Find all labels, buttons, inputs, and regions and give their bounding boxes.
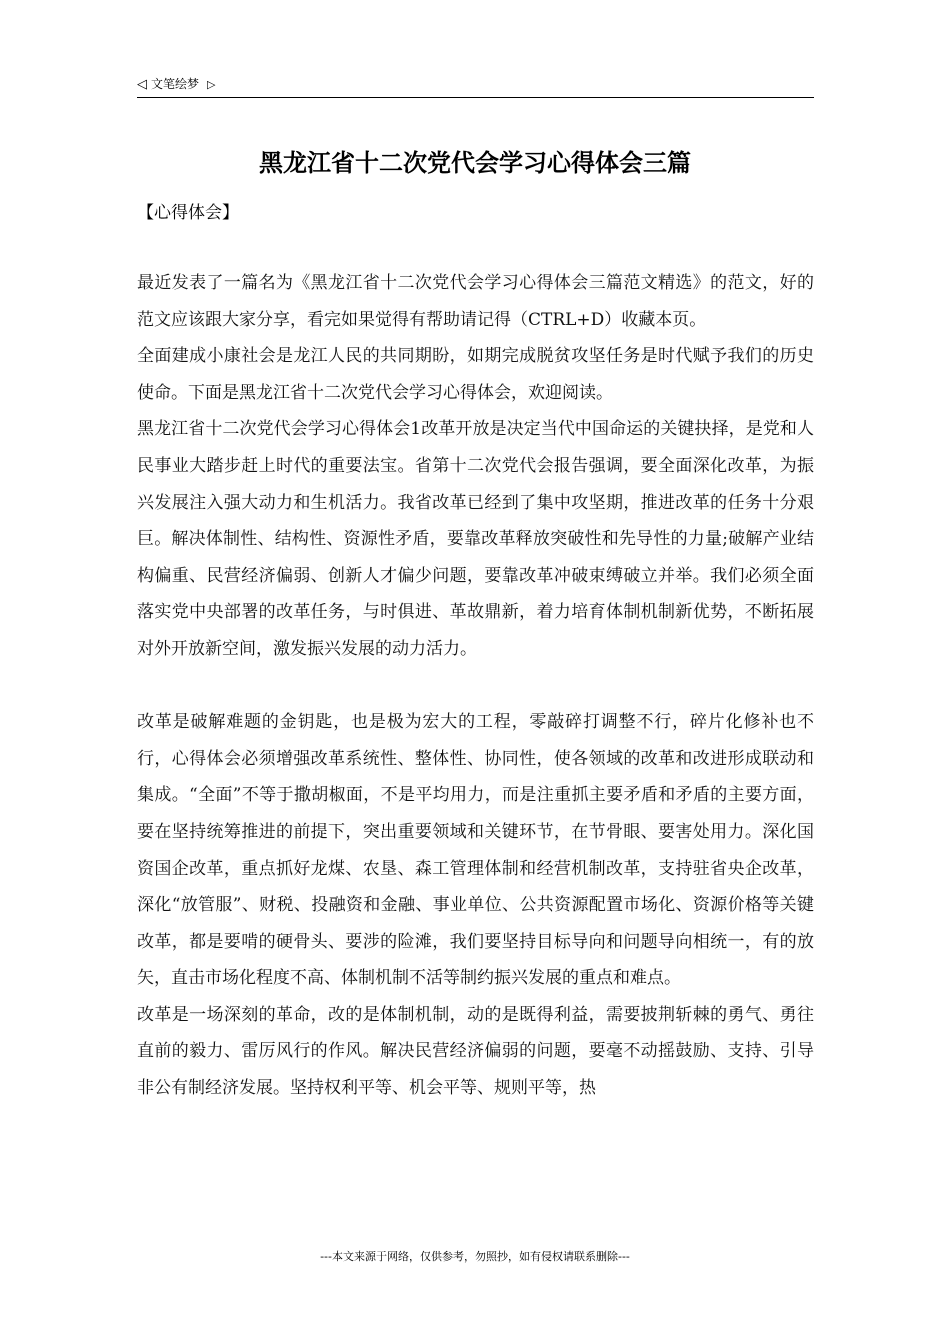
header-brand — [137, 74, 215, 95]
document-title: 黑龙江省十二次党代会学习心得体会三篇 — [259, 148, 691, 177]
paragraph: 改革是一场深刻的革命，改的是体制机制，动的是既得利益，需要披荆斩棘的勇气、勇往直前的毅力、雷厉风行的作风。解决民营经济偏弱的问题，要毫不动摇鼓励、支持、引导非公有制经济发展。坚持权利平等、机会平等、规则平等，热 — [137, 1004, 814, 1099]
document-category: 【心得体会】 — [137, 203, 239, 223]
triangle-right-icon: ▷ — [207, 78, 216, 91]
paragraph: 全面建成小康社会是龙江人民的共同期盼，如期完成脱贫攻坚任务是时代赋予我们的历史使命。下面是黑龙江省十二次党代会学习心得体会，欢迎阅读。 — [137, 346, 814, 403]
page-header — [137, 74, 814, 98]
paragraph: 改革是破解难题的金钥匙，也是极为宏大的工程，零敲碎打调整不行，碎片化修补也不行，心得体会必须增强改革系统性、整体性、协同性，使各领域的改革和改进形成联动和集成。“全面”不等于撒胡椒面，不是平均用力，而是注重抓主要矛盾和矛盾的主要方面，要在坚持统筹推进的前提下，突出重要领域和关键环节，在节骨眼、要害处用力。深化国资国企改革，重点抓好龙煤、农垦、森工管理体制和经营机制改革，支持驻省央企改革，深化“放管服”、财税、投融资和金融、事业单位、公共资源配置市场化、资源价格等关键改革，都是要啃的硬骨头、要涉的险滩，我们要坚持目标导向和问题导向相统一，有的放矢，直击市场化程度不高、体制机制不活等制约振兴发展的重点和难点。 — [137, 712, 814, 989]
paragraph: 黑龙江省十二次党代会学习心得体会1改革开放是决定当代中国命运的关键抉择，是党和人民事业大踏步赶上时代的重要法宝。省第十二次党代会报告强调，要全面深化改革，为振兴发展注入强大动力和生机活力。我省改革已经到了集中攻坚期，推进改革的任务十分艰巨。解决体制性、结构性、资源性矛盾，要靠改革释放突破性和先导性的力量;破解产业结构偏重、民营经济偏弱、创新人才偏少问题，要靠改革冲破束缚破立并举。我们必须全面落实党中央部署的改革任务，与时俱进、革故鼎新，着力培育体制机制新优势，不断拓展对外开放新空间，激发振兴发展的动力活力。 — [137, 419, 814, 659]
footer-notice: ---本文来源于网络，仅供参考，勿照抄，如有侵权请联系删除--- — [320, 1250, 630, 1263]
triangle-left-icon: ◁ — [137, 77, 147, 92]
header-brand-label: 文笔绘梦 — [151, 77, 200, 91]
paragraph: 最近发表了一篇名为《黑龙江省十二次党代会学习心得体会三篇范文精选》的范文，好的范文应该跟大家分享，看完如果觉得有帮助请记得（CTRL+D）收藏本页。 — [137, 273, 814, 330]
document-body — [137, 265, 814, 1107]
